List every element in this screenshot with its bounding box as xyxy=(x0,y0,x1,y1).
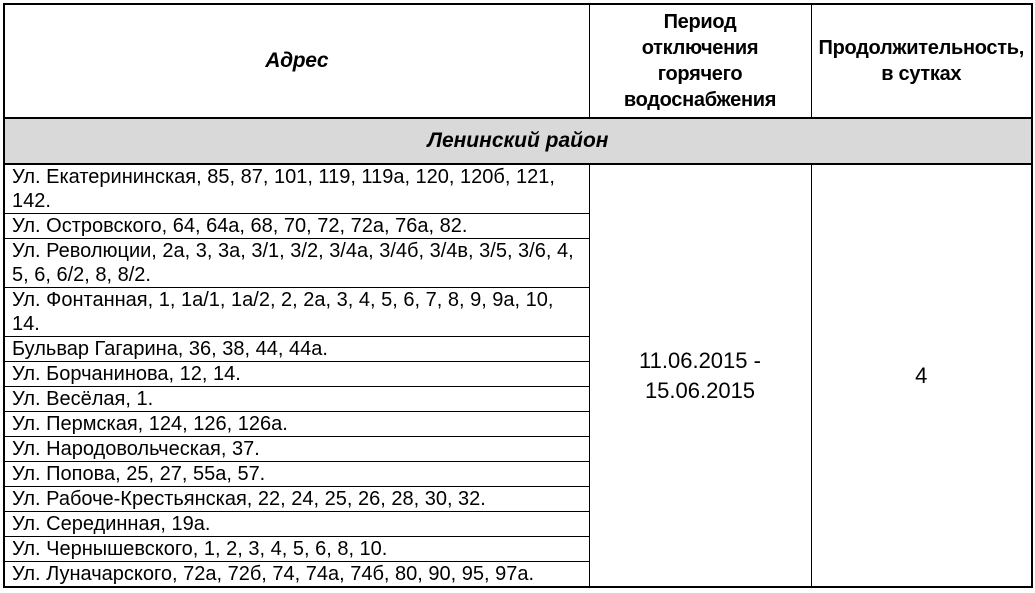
address-cell: Ул. Рабоче-Крестьянская, 22, 24, 25, 26, 28, 30, 32. xyxy=(4,487,589,512)
column-header-duration xyxy=(811,4,1032,118)
address-cell: Ул. Борчанинова, 12, 14. xyxy=(4,362,589,387)
address-cell: Ул. Весёлая, 1. xyxy=(4,387,589,412)
address-cell: Ул. Екатерининская, 85, 87, 101, 119, 119а, 120, 120б, 121, 142. xyxy=(4,164,589,214)
address-cell: Ул. Народовольческая, 37. xyxy=(4,437,589,462)
address-cell: Ул. Фонтанная, 1, 1а/1, 1а/2, 2, 2а, 3, 4, 5, 6, 7, 8, 9, 9а, 10, 14. xyxy=(4,288,589,337)
address-header-label: Адрес xyxy=(265,49,329,72)
district-section-title: Ленинский район xyxy=(4,118,1032,164)
duration-header-label: Продолжительность, в сутках xyxy=(818,37,1024,85)
address-cell: Ул. Серединная, 19а. xyxy=(4,512,589,537)
column-header-address xyxy=(4,4,589,118)
address-cell: Ул. Пермская, 124, 126, 126а. xyxy=(4,412,589,437)
period-value-cell: 11.06.2015 - 15.06.2015 xyxy=(589,164,811,587)
address-cell: Ул. Революции, 2а, 3, 3а, 3/1, 3/2, 3/4а, 3/4б, 3/4в, 3/5, 3/6, 4, 5, 6, 6/2, 8, 8/2. xyxy=(4,239,589,288)
column-header-period xyxy=(589,4,811,118)
address-cell: Бульвар Гагарина, 36, 38, 44, 44а. xyxy=(4,337,589,362)
address-cell: Ул. Попова, 25, 27, 55а, 57. xyxy=(4,462,589,487)
shutoff-schedule-table xyxy=(3,3,1033,588)
table-row xyxy=(4,164,1032,214)
address-cell: Ул. Островского, 64, 64а, 68, 70, 72, 72а, 76а, 82. xyxy=(4,214,589,239)
address-cell: Ул. Чернышевского, 1, 2, 3, 4, 5, 6, 8, 10. xyxy=(4,537,589,562)
duration-value-cell: 4 xyxy=(811,164,1032,587)
address-cell: Ул. Луначарского, 72а, 72б, 74, 74а, 74б, 80, 90, 95, 97а. xyxy=(4,562,589,588)
period-header-label: Период отключения горячего водоснабжения xyxy=(623,11,777,111)
table-header-row xyxy=(4,4,1032,118)
district-section-row xyxy=(4,118,1032,164)
